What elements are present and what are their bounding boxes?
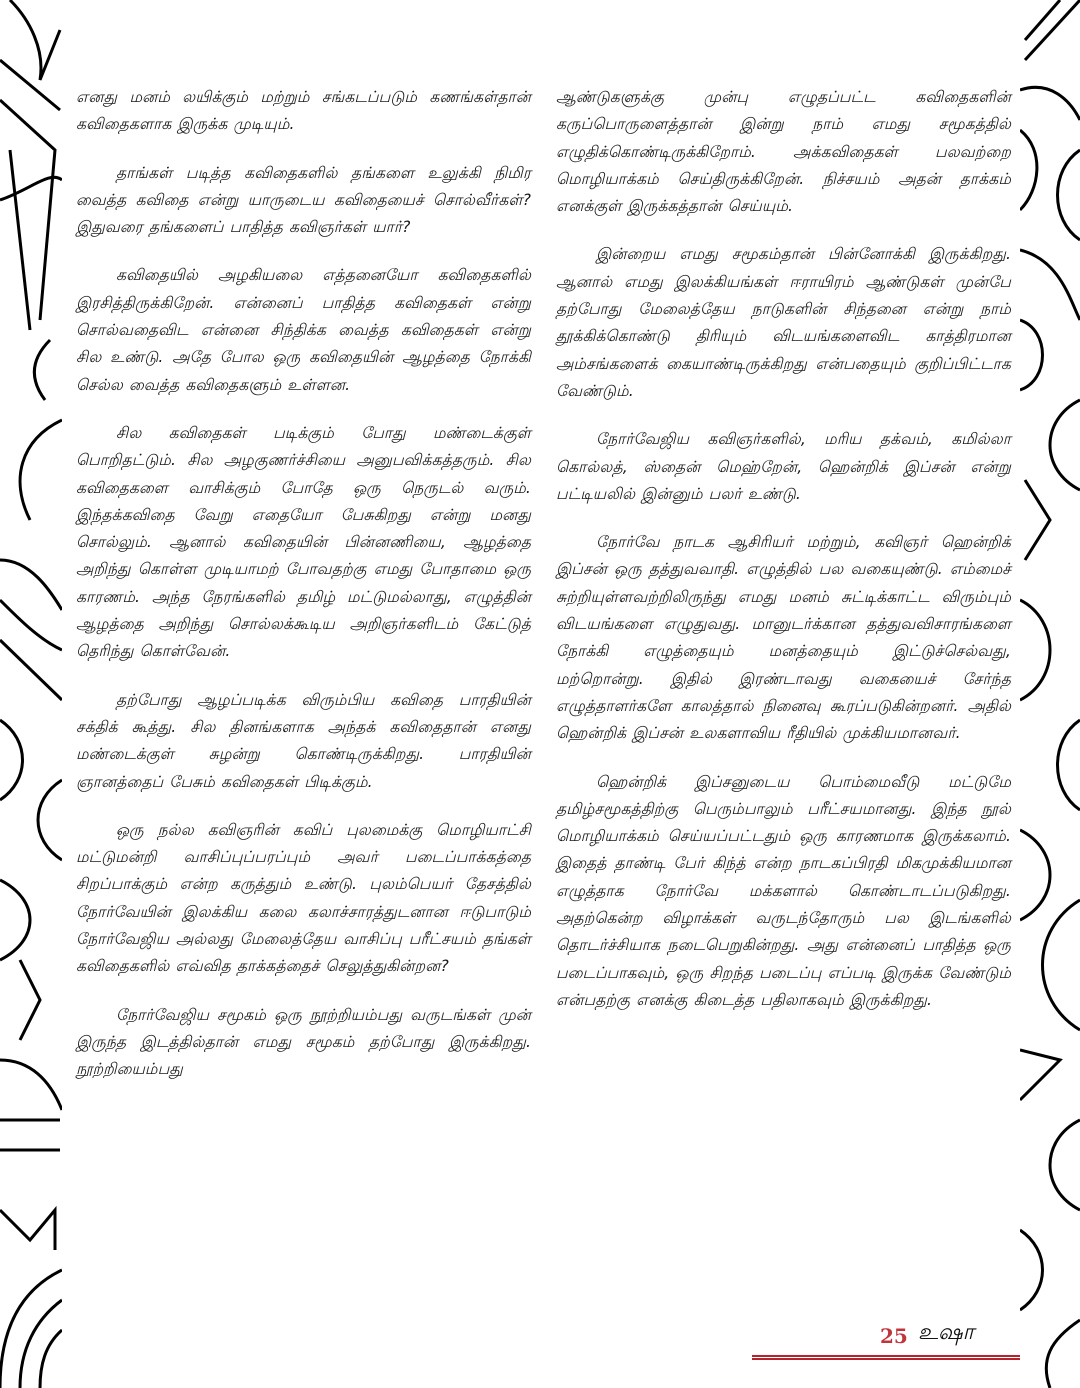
right-decorative-border <box>1020 0 1080 1388</box>
doodle-pattern-icon <box>1020 0 1080 1388</box>
paragraph: நோர்வேஜிய சமூகம் ஒரு நூற்றியம்பது வருடங்கள் முன் இருந்த இடத்தில்தான் எமது சமூகம் தற்போது இருக்கிறது. நூற்றியைம்பது <box>76 1005 531 1079</box>
footer-divider <box>752 1355 1020 1360</box>
paragraph: எனது மனம் லயிக்கும் மற்றும் சங்கடப்படும் கணங்கள்தான் கவிதைகளாக இருக்க முடியும். <box>76 88 531 134</box>
page-number: 25 <box>880 1324 908 1348</box>
paragraph: நோர்வே நாடக ஆசிரியர் மற்றும், கவிஞர் ஹென்றிக் இப்சன் ஒரு தத்துவவாதி. எழுத்தில் பல வகையுண்டு. எம்மைச் சுற்றியுள்ளவற்றிலிருந்து எமது மனம் சுட்டிக்காட்ட விரும்பும் விடயங்களை எழுதுவது. மானுடர்க்கான தத்துவவிசாரங்களை நோக்கி எழுத்தையும் மனத்தையும் இட்டுச்செல்வது, மற்றொன்று. இதில் இரண்டாவது வகையைச் சேர்ந்த எழுத்தாளர்களே காலத்தால் நினைவு கூரப்படுகின்றனர். அதில் ஹென்றிக் இப்சன் உலகளாவிய ரீதியில் முக்கியமானவர். <box>556 533 1011 743</box>
left-decorative-border <box>0 0 62 1388</box>
paragraph: கவிதையில் அழகியலை எத்தனையோ கவிதைகளில் இரசித்திருக்கிறேன். என்னைப் பாதித்த கவிதைகள் என்று சொல்வதைவிட என்னை சிந்திக்க வைத்த கவிதைகள் என்று சில உண்டு. அதே போல ஒரு கவிதையின் ஆழத்தை நோக்கி செல்ல வைத்த கவிதைகளும் உள்ளன. <box>76 266 531 394</box>
paragraph: நோர்வேஜிய கவிஞர்களில், மரிய தக்வம், கமில்லா கொல்லத், ஸ்தைன் மெஹ்றேன், ஹென்றிக் இப்சன் என்று பட்டியலில் இன்னும் பலர் உண்டு. <box>556 430 1011 503</box>
doodle-pattern-icon <box>0 0 62 1388</box>
paragraph: சில கவிதைகள் படிக்கும் போது மண்டைக்குள் பொறிதட்டும். சில அழகுணர்ச்சியை அனுபவிக்கத்தரும். சில கவிதைகளை வாசிக்கும் போதே ஒரு நெருடல் வரும். இந்தக்கவிதை வேறு எதையோ பேசுகிறது என்று மனது சொல்லும். ஆனால் கவிதையின் பின்னணியை, ஆழத்தை அறிந்து கொள்ள முடியாமற் போவதற்கு எமது போதாமை ஒரு காரணம். அந்த நேரங்களில் தமிழ் மட்டுமல்லாது, எழுத்தின் ஆழத்தை அறிந்து சொல்லக்கூடிய அறிஞர்களிடம் கேட்டுத் தெரிந்து கொள்வேன். <box>76 423 531 661</box>
paragraph: தாங்கள் படித்த கவிதைகளில் தங்களை உலுக்கி நிமிர வைத்த கவிதை என்று யாருடைய கவிதையைச் சொல்வீர்கள்? இதுவரை தங்களைப் பாதித்த கவிஞர்கள் யார்? <box>76 163 531 237</box>
paragraph: தற்போது ஆழப்படிக்க விரும்பிய கவிதை பாரதியின் சக்திக் கூத்து. சில தினங்களாக அந்தக் கவிதைதான் எனது மண்டைக்குள் சுழன்று கொண்டிருக்கிறது. பாரதியின் ஞானத்தைப் பேசும் கவிதைகள் பிடிக்கும். <box>76 690 531 791</box>
paragraph: ஆண்டுகளுக்கு முன்பு எழுதப்பட்ட கவிதைகளின் கருப்பொருளைத்தான் இன்று நாம் எமது சமூகத்தில் எழுதிக்கொண்டிருக்கிறோம். அக்கவிதைகள் பலவற்றை மொழியாக்கம் செய்திருக்கிறேன். நிச்சயம் அதன் தாக்கம் எனக்குள் இருக்கத்தான் செய்யும். <box>556 88 1011 216</box>
paragraph: ஒரு நல்ல கவிஞரின் கவிப் புலமைக்கு மொழியாட்சி மட்டுமன்றி வாசிப்புப்பரப்பும் அவர் படைப்பாக்கத்தை சிறப்பாக்கும் என்ற கருத்தும் உண்டு. புலம்பெயர் தேசத்தில் நோர்வேயின் இலக்கிய கலை கலாச்சாரத்துடனான ஈடுபாடும் நோர்வேஜிய அல்லது மேலைத்தேய வாசிப்பு பரீட்சயம் தங்கள் கவிதைகளில் எவ்வித தாக்கத்தைச் செலுத்துகின்றன? <box>76 820 531 976</box>
magazine-logo: உஷா <box>918 1320 975 1345</box>
paragraph: ஹென்றிக் இப்சனுடைய பொம்மைவீடு மட்டுமே தமிழ்சமூகத்திற்கு பெரும்பாலும் பரீட்சயமானது. இந்த நூல் மொழியாக்கம் செய்யப்பட்டதும் ஒரு காரணமாக இருக்கலாம். இதைத் தாண்டி பேர் கிந்த் என்ற நாடகப்பிரதி மிகமுக்கியமான எழுத்தாக நோர்வே மக்களால் கொண்டாடப்படுகிறது. அதற்கென்ற விழாக்கள் வருடந்தோரும் பல இடங்களில் தொடர்ச்சியாக நடைபெறுகின்றது. அது என்னைப் பாதித்த ஒரு படைப்பாகவும், ஒரு சிறந்த படைப்பு எப்படி இருக்க வேண்டும் என்பதற்கு எனக்கு கிடைத்த பதிலாகவும் இருக்கிறது. <box>556 772 1011 1009</box>
right-column <box>556 84 1011 1035</box>
left-column <box>76 84 531 1105</box>
paragraph: இன்றைய எமது சமூகம்தான் பின்னோக்கி இருக்கிறது. ஆனால் எமது இலக்கியங்கள் ஈராயிரம் ஆண்டுகள் முன்பே தற்போது மேலைத்தேய நாடுகளின் சிந்தனை என்று நாம் தூக்கிக்கொண்டு திரியும் விடயங்களைவிட காத்திரமான அம்சங்களைக் கையாண்டிருக்கிறது என்பதையும் குறிப்பிட்டாக வேண்டும். <box>556 245 1011 400</box>
